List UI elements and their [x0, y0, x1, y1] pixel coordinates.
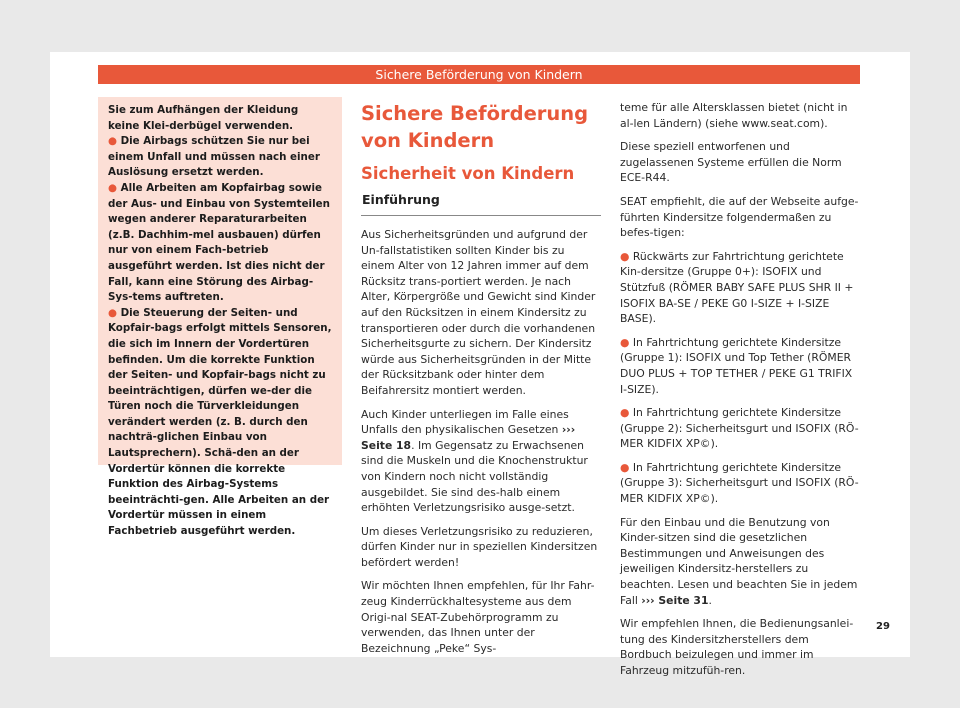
- paragraph: Für den Einbau und die Benutzung von Kinder-sitzen sind die gesetzlichen Bestimmungen und Anweisungen des jeweiligen Kindersitz-herstellers zu beachten. Lesen und beachten Sie in jedem Fall ››› Seite 31.: [620, 515, 858, 607]
- bullet-icon: ●: [108, 135, 117, 148]
- section-title: Sichere Beförderung von Kindern: [361, 102, 589, 152]
- paragraph: Auch Kinder unterliegen im Falle eines Unfalls den physikalischen Gesetzen ››› Seite 18. Im Gegensatz zu Erwachsenen sind die Muskeln und die Knochenstruktur von Kindern noch nicht vollständig ausgebildet. Sie sind des-halb einem erhöhten Verletzungsrisiko ausge-setzt.: [361, 407, 588, 515]
- paragraph: Wir möchten Ihnen empfehlen, für Ihr Fahr-zeug Kinderrückhaltesysteme aus dem Origi-nal SEAT-Zubehörprogramm zu verwenden, das Ihnen unter der Bezeichnung „Peke“ Sys-: [361, 579, 595, 655]
- paragraph: Diese speziell entworfenen und zugelassenen Systeme erfüllen die Norm ECE-R44.: [620, 140, 842, 185]
- main-column: [361, 100, 601, 664]
- page-number: 29: [876, 621, 890, 632]
- bullet-icon: ●: [620, 335, 630, 349]
- bullet-icon: ●: [108, 306, 117, 319]
- paragraph: Um dieses Verletzungsrisiko zu reduzieren, dürfen Kinder nur in speziellen Kindersitzen befördert werden!: [361, 524, 598, 569]
- page-reference-link[interactable]: ››› Seite 31: [641, 593, 709, 607]
- subsection-title: Sicherheit von Kindern: [361, 164, 575, 183]
- list-item: ● In Fahrtrichtung gerichtete Kindersitze (Gruppe 3): Sicherheitsgurt und ISOFIX (RÖ-MER KIDFIX XP©).: [620, 460, 859, 506]
- bullet-icon: ●: [620, 406, 630, 420]
- list-item: ● In Fahrtrichtung gerichtete Kindersitze (Gruppe 2): Sicherheitsgurt und ISOFIX (RÖ-MER KIDFIX XP©).: [620, 406, 859, 451]
- warning-bullet: ● Die Airbags schützen Sie nur bei einem Unfall und müssen nach einer Auslösung ersetzt werden.: [108, 135, 320, 179]
- list-item: ● In Fahrtrichtung gerichtete Kindersitze (Gruppe 1): ISOFIX und Top Tether (RÖMER DUO PLUS + TOP TETHER / PEKE G1 TRIFIX I-SIZE).: [620, 335, 853, 396]
- bullet-icon: ●: [620, 249, 630, 263]
- paragraph: SEAT empfiehlt, die auf der Webseite aufge-führten Kindersitze folgendermaßen zu befes-tigen:: [620, 194, 859, 240]
- list-item: ● Rückwärts zur Fahrtrichtung gerichtete Kin-dersitze (Gruppe 0+): ISOFIX und Stützfuß (RÖMER BABY SAFE PLUS SHR II + ISOFIX BA-SE / PEKE G0 I-SIZE + I-SIZE BASE).: [620, 249, 854, 326]
- bullet-icon: ●: [620, 460, 630, 474]
- warning-bullet: ● Alle Arbeiten am Kopfairbag sowie der Aus- und Einbau von Systemteilen wegen anderer Reparaturarbeiten (z.B. Dachhim-mel ausbauen) dürfen nur von einem Fach-betrieb ausgeführt werden. Ist dies nicht der Fall, kann eine Störung des Airbag-Sys-tems auftreten.: [108, 181, 330, 304]
- paragraph: Wir empfehlen Ihnen, die Bedienungsanlei-tung des Kindersitzherstellers dem Bordbuch beizulegen und immer im Fahrzeug mitzufüh-ren.: [620, 617, 854, 677]
- warning-intro: Sie zum Aufhängen der Kleidung keine Klei-derbügel verwenden.: [108, 104, 299, 132]
- topic-heading: Einführung: [361, 192, 601, 216]
- paragraph: teme für alle Altersklassen bietet (nicht in al-len Ländern) (siehe www.seat.com).: [620, 101, 848, 130]
- paragraph: Aus Sicherheitsgründen und aufgrund der Un-fallstatistiken sollten Kinder bis zu einem Alter von 12 Jahren immer auf dem Rücksitz trans-portiert werden. Je nach Alter, Körpergröße und Gewicht sind Kinder auf den Rücksitzen in einem Kindersitz zu transportieren oder durch die vorhandenen Sicherheitsgurte zu sichern. Der Kindersitz würde aus Sicherheitsgründen in der Mitte der Rücksitzbank oder hinter dem Beifahrersitz montiert werden.: [361, 228, 596, 397]
- chapter-header: Sichere Beförderung von Kindern: [98, 65, 860, 84]
- page-reference-link[interactable]: ››› Seite 18: [361, 423, 576, 452]
- right-column: [620, 100, 860, 687]
- warning-box: [98, 97, 342, 538]
- bullet-icon: ●: [108, 181, 117, 194]
- warning-bullet: ● Die Steuerung der Seiten- und Kopfair-bags erfolgt mittels Sensoren, die sich im Innern der Vordertüren befinden. Um die korrekte Funktion der Seiten- und Kopfair-bags nicht zu beeinträchtigen, dürfen we-der die Türen noch die Türverkleidungen verändert werden (z. B. durch den nachträ-glichen Einbau von Lautsprechern). Schä-den an der Vordertür können die korrekte Funktion des Airbag-Systems beeinträchti-gen. Alle Arbeiten an der Vordertür müssen in einem Fachbetrieb ausgeführt werden.: [108, 306, 332, 538]
